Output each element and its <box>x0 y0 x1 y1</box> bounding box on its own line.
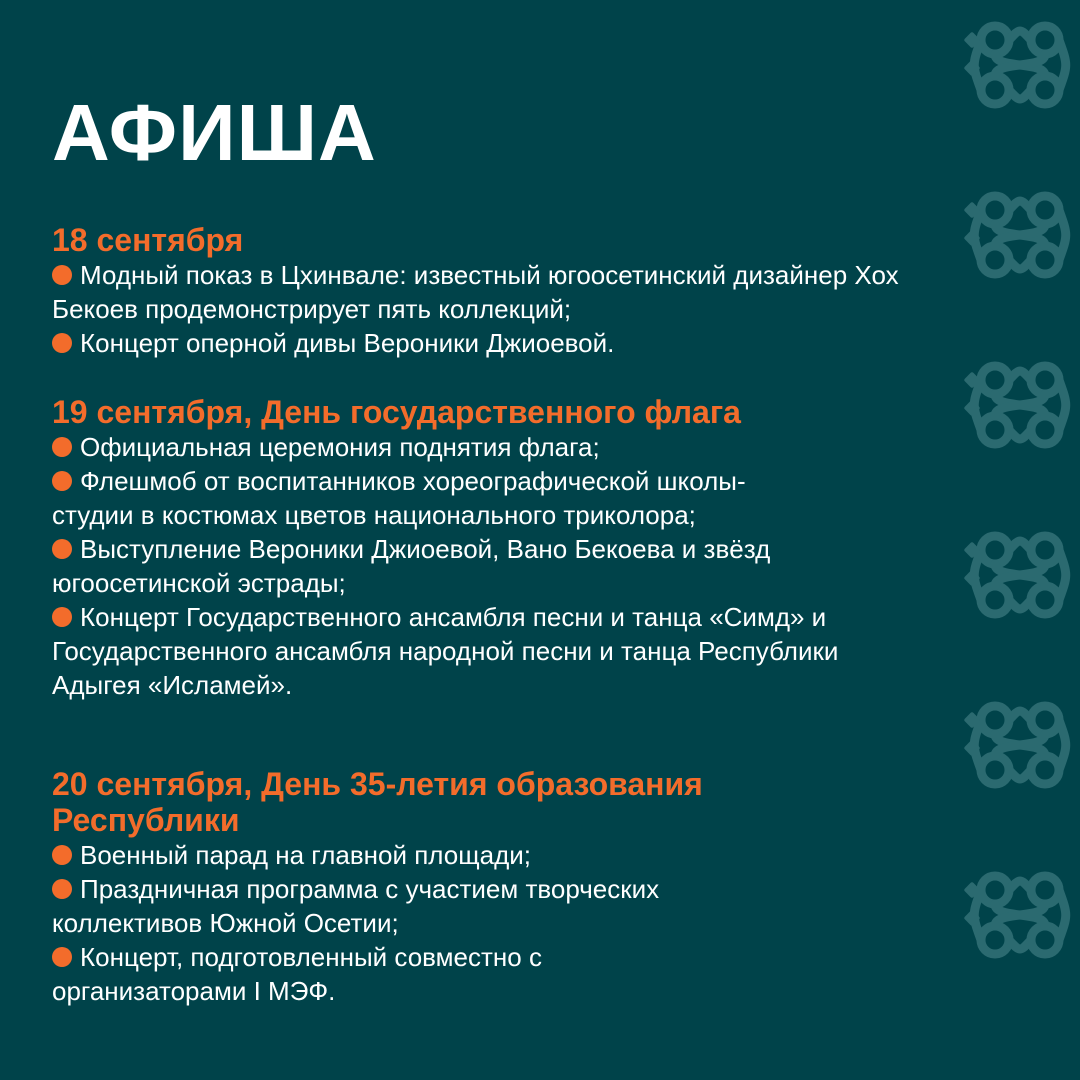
bullet-dot-icon <box>52 265 72 285</box>
bullet-dot-icon <box>52 539 72 559</box>
page-title: АФИША <box>52 88 377 177</box>
event-list <box>52 258 932 360</box>
bullet-dot-icon <box>52 471 72 491</box>
bullet-dot-icon <box>52 333 72 353</box>
list-item: Официальная церемония поднятия флага; <box>52 430 932 464</box>
bullet-dot-icon <box>52 845 72 865</box>
event-list <box>52 430 932 702</box>
bullet-dot-icon <box>52 607 72 627</box>
ossetian-knot-ornament-icon <box>930 0 1080 1080</box>
event-day-20 <box>52 766 932 1008</box>
bullet-dot-icon <box>52 437 72 457</box>
event-day-18 <box>52 222 932 360</box>
list-item: Концерт Государственного ансамбля песни и танца «Симд» и Государственного ансамбля народной песни и танца Республики Адыгея «Исламей». <box>52 602 839 700</box>
event-date: 18 сентября <box>52 222 244 258</box>
event-date: 20 сентября, День 35-летия образования Республики <box>52 766 703 838</box>
list-item: Военный парад на главной площади; <box>52 838 932 872</box>
list-item: Модный показ в Цхинвале: известный югоосетинский дизайнер Хох Бекоев продемонстрирует пять коллекций; <box>52 260 899 324</box>
bullet-dot-icon <box>52 879 72 899</box>
list-item: Праздничная программа с участием творческих коллективов Южной Осетии; <box>52 874 660 938</box>
bullet-dot-icon <box>52 947 72 967</box>
list-item: Флешмоб от воспитанников хореографической школы-студии в костюмах цветов национального триколора; <box>52 466 746 530</box>
event-day-19 <box>52 394 932 702</box>
list-item: Концерт, подготовленный совместно с организаторами I МЭФ. <box>52 942 542 1006</box>
event-date: 19 сентября, День государственного флага <box>52 394 741 430</box>
list-item: Концерт оперной дивы Вероники Джиоевой. <box>52 326 932 360</box>
event-list <box>52 838 932 1008</box>
list-item: Выступление Вероники Джиоевой, Вано Бекоева и звёзд югоосетинской эстрады; <box>52 534 771 598</box>
